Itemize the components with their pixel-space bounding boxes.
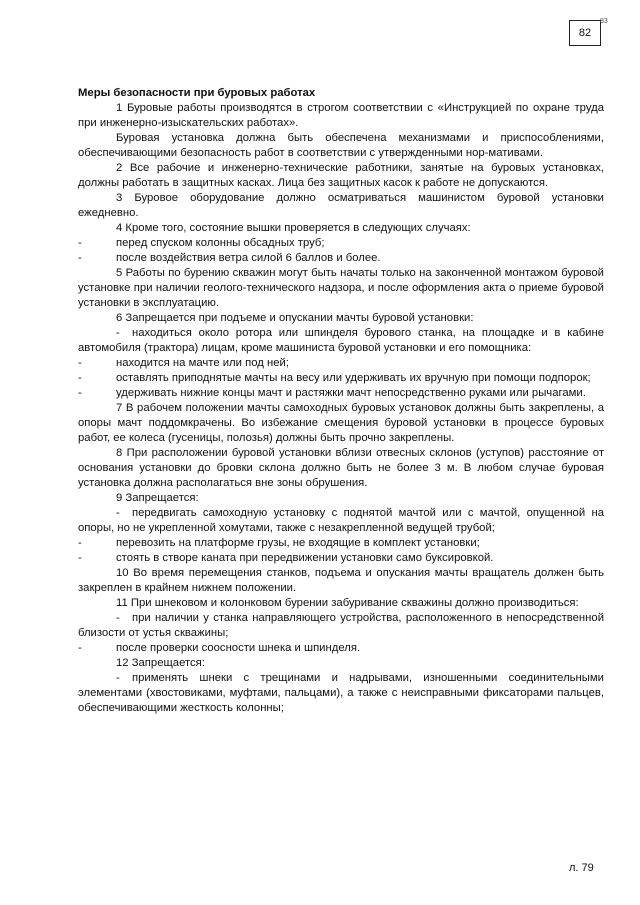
- list-dash: -: [78, 237, 82, 249]
- list-item: [78, 536, 604, 551]
- list-item-text: стоять в створе каната при передвижении установки само буксировкой.: [116, 552, 494, 564]
- paragraph: 12 Запрещается:: [116, 657, 205, 669]
- paragraph: 7 В рабочем положении мачты самоходных буровых установок должны быть закреплены, а опоры мачт поддомкрачены. Во избежание смещения буровой установки в процессе буровых работ, ее колеса (гусеницы, полозья) должны быть прочно закреплены.: [78, 402, 604, 444]
- list-dash: -: [78, 252, 82, 264]
- list-item-text: находиться около ротора или шпинделя бурового станка, на площадке и в кабине автомобиля (трактора) лицам, кроме машиниста буровой установки и его помощника:: [78, 327, 604, 354]
- paragraph: 6 Запрещается при подъеме и опускании мачты буровой установки:: [116, 312, 474, 324]
- corner-page-number: 83: [600, 18, 608, 25]
- list-item: [78, 641, 604, 656]
- list-item: [78, 356, 604, 371]
- list-item-text: после проверки соосности шнека и шпинделя.: [116, 642, 361, 654]
- paragraph: 10 Во время перемещения станков, подъема и опускания мачты вращатель должен быть закреплен в крайнем нижнем положении.: [78, 567, 604, 594]
- list-dash: -: [78, 372, 82, 384]
- list-item: [78, 236, 604, 251]
- list-item: [78, 371, 604, 386]
- section-heading: Меры безопасности при буровых работах: [78, 87, 316, 99]
- list-dash: -: [78, 537, 82, 549]
- list-item: [78, 551, 604, 566]
- list-item: [78, 611, 604, 641]
- list-item-text: находится на мачте или под ней;: [116, 357, 289, 369]
- sheet-number: л. 79: [569, 862, 594, 874]
- list-dash: -: [116, 327, 120, 339]
- list-dash: -: [116, 672, 120, 684]
- paragraph-list: [78, 101, 604, 716]
- page-number-box: [569, 20, 601, 46]
- paragraph: 11 При шнековом и колонковом бурении забуривание скважины должно производиться:: [116, 597, 579, 609]
- document-body: [78, 86, 604, 716]
- list-dash: -: [116, 612, 120, 624]
- list-dash: -: [78, 552, 82, 564]
- list-item-text: передвигать самоходную установку с поднятой мачтой или с мачтой, опущенной на опоры, но не укрепленной хомутами, также с незакрепленной ведущей трубой;: [78, 507, 604, 534]
- list-item: [78, 326, 604, 356]
- paragraph: 4 Кроме того, состояние вышки проверяется в следующих случаях:: [116, 222, 471, 234]
- list-item-text: применять шнеки с трещинами и надрывами, изношенными соединительными элементами (хвостовиками, муфтами, пальцами), а также с неисправными фиксаторами пальцев, обеспечивающими жесткость колонны;: [78, 672, 604, 714]
- list-dash: -: [78, 642, 82, 654]
- paragraph: 3 Буровое оборудование должно осматриваться машинистом буровой установки ежедневно.: [78, 192, 604, 219]
- list-item-text: удерживать нижние концы мачт и растяжки мачт непосредственно руками или рычагами.: [116, 387, 586, 399]
- paragraph: 2 Все рабочие и инженерно-технические работники, занятые на буровых установках, должны работать в защитных касках. Лица без защитных касок к работе не допускаются.: [78, 162, 604, 189]
- list-item-text: перевозить на платформе грузы, не входящие в комплект установки;: [116, 537, 480, 549]
- list-item: [78, 386, 604, 401]
- list-item: [78, 671, 604, 716]
- list-dash: -: [116, 507, 120, 519]
- paragraph: 8 При расположении буровой установки вблизи отвесных склонов (уступов) расстояние от основания установки до бровки склона должно быть не более 3 м. В любом случае буровая установка должна располагаться вне зоны обрушения.: [78, 447, 604, 489]
- list-item-text: при наличии у станка направляющего устройства, расположенного в непосредственной близости от устья скважины;: [78, 612, 604, 639]
- list-item-text: после воздействия ветра силой 6 баллов и более.: [116, 252, 381, 264]
- list-dash: -: [78, 357, 82, 369]
- list-item-text: оставлять приподнятые мачты на весу или удерживать их вручную при помощи подпорок;: [116, 372, 591, 384]
- list-item-text: перед спуском колонны обсадных труб;: [116, 237, 325, 249]
- list-item: [78, 506, 604, 536]
- list-dash: -: [78, 387, 82, 399]
- list-item: [78, 251, 604, 266]
- paragraph: 1 Буровые работы производятся в строгом соответствии с «Инструкцией по охране труда при инженерно-изыскательских работах».: [78, 102, 604, 129]
- page-number: 82: [578, 27, 592, 39]
- paragraph: 9 Запрещается:: [116, 492, 199, 504]
- paragraph: 5 Работы по бурению скважин могут быть начаты только на законченной монтажом буровой установке при наличии геолого-технического надзора, и после оформления акта о приеме буровой установки в эксплуатацию.: [78, 267, 604, 309]
- paragraph: Буровая установка должна быть обеспечена механизмами и приспособлениями, обеспечивающими безопасность работ в соответствии с утвержденными нор-мативами.: [78, 132, 604, 159]
